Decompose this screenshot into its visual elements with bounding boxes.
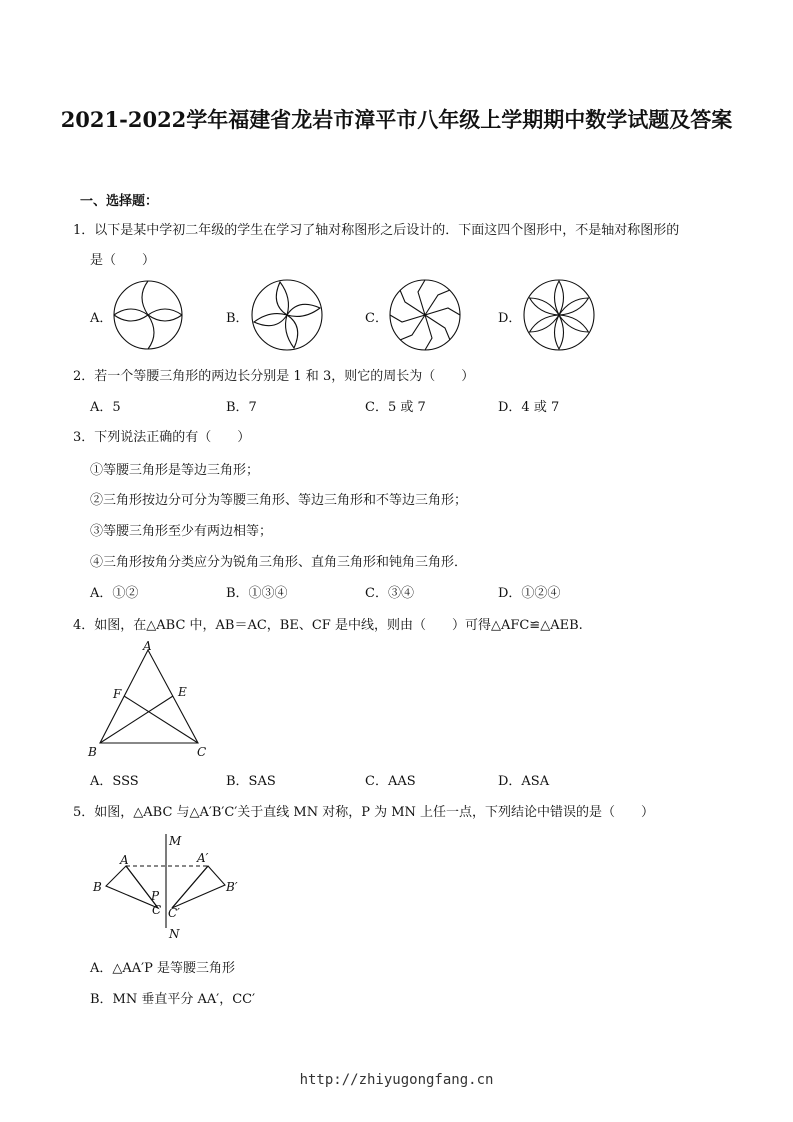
q3-option-a: A．①② [90, 586, 139, 601]
q4-triangle-figure [86, 640, 216, 762]
footer-url[interactable]: http://zhiyugongfang.cn [299, 1072, 494, 1088]
q5-label-b: B [93, 880, 102, 894]
q1-label-a: A． [90, 311, 113, 326]
q3-statement-3: ③等腰三角形至少有两边相等； [90, 524, 273, 539]
q3-option-c: C．③④ [365, 586, 414, 601]
q5-stem: 5．如图，△ABC 与△A′B′C′关于直线 MN 对称，P 为 MN 上任一点，下列结论中错误的是（ ） [73, 805, 655, 820]
q1-label-d: D． [498, 311, 522, 326]
q2-stem: 2．若一个等腰三角形的两边长分别是 1 和 3，则它的周长为（ ） [73, 369, 475, 384]
q5-label-a: A [120, 853, 129, 867]
q5-label-p: P [151, 889, 160, 903]
q5-label-n: N [169, 927, 180, 941]
q4-label-e: E [178, 685, 187, 699]
q2-option-a: A．5 [90, 400, 121, 415]
section-heading: 一、选择题： [80, 194, 159, 209]
q1-label-b: B． [226, 311, 249, 326]
q4-stem: 4．如图，在△ABC 中，AB＝AC，BE、CF 是中线，则由（ ）可得△AFC≌△AEB. [73, 618, 583, 633]
q1-stem-line1: 1．以下是某中学初二年级的学生在学习了轴对称图形之后设计的．下面这四个图形中，不是轴对称图形的 [73, 223, 680, 238]
q3-option-b: B．①③④ [226, 586, 288, 601]
q5-label-c-prime: C′ [168, 906, 180, 920]
q4-label-a: A [143, 639, 152, 653]
q4-label-c: C [197, 745, 207, 759]
q4-label-f: F [113, 687, 122, 701]
q1-label-c: C． [365, 311, 388, 326]
page-title: 2021-2022学年福建省龙岩市漳平市八年级上学期期中数学试题及答案 [60, 107, 733, 132]
q3-statement-4: ④三角形按角分类应分为锐角三角形、直角三角形和钝角三角形． [90, 555, 468, 570]
q1-figure-c [388, 278, 462, 352]
q5-label-b-prime: B′ [226, 880, 238, 894]
q4-option-b: B．SAS [226, 774, 276, 789]
q4-label-b: B [88, 745, 97, 759]
q3-statement-2: ②三角形按边分可分为等腰三角形、等边三角形和不等边三角形； [90, 493, 468, 508]
q4-option-d: D．ASA [498, 774, 550, 789]
q3-statement-1: ①等腰三角形是等边三角形； [90, 463, 260, 478]
q4-option-a: A．SSS [90, 774, 139, 789]
q1-figure-b [250, 278, 324, 352]
q1-figure-d [522, 278, 596, 352]
q5-symmetry-figure [88, 830, 248, 945]
q2-option-c: C．5 或 7 [365, 400, 426, 415]
q4-option-c: C．AAS [365, 774, 416, 789]
q5-option-b: B．MN 垂直平分 AA′，CC′ [90, 992, 256, 1007]
q2-option-d: D．4 或 7 [498, 400, 560, 415]
q5-label-m: M [169, 834, 182, 848]
q2-option-b: B．7 [226, 400, 257, 415]
q5-option-a: A．△AA′P 是等腰三角形 [90, 961, 235, 976]
q5-label-a-prime: A′ [197, 851, 209, 865]
q1-stem-line2: 是（ ） [90, 253, 156, 268]
q3-stem: 3．下列说法正确的有（ ） [73, 430, 251, 445]
q1-figure-a [112, 279, 184, 351]
q3-option-d: D．①②④ [498, 586, 561, 601]
q5-label-c: C [152, 903, 162, 917]
